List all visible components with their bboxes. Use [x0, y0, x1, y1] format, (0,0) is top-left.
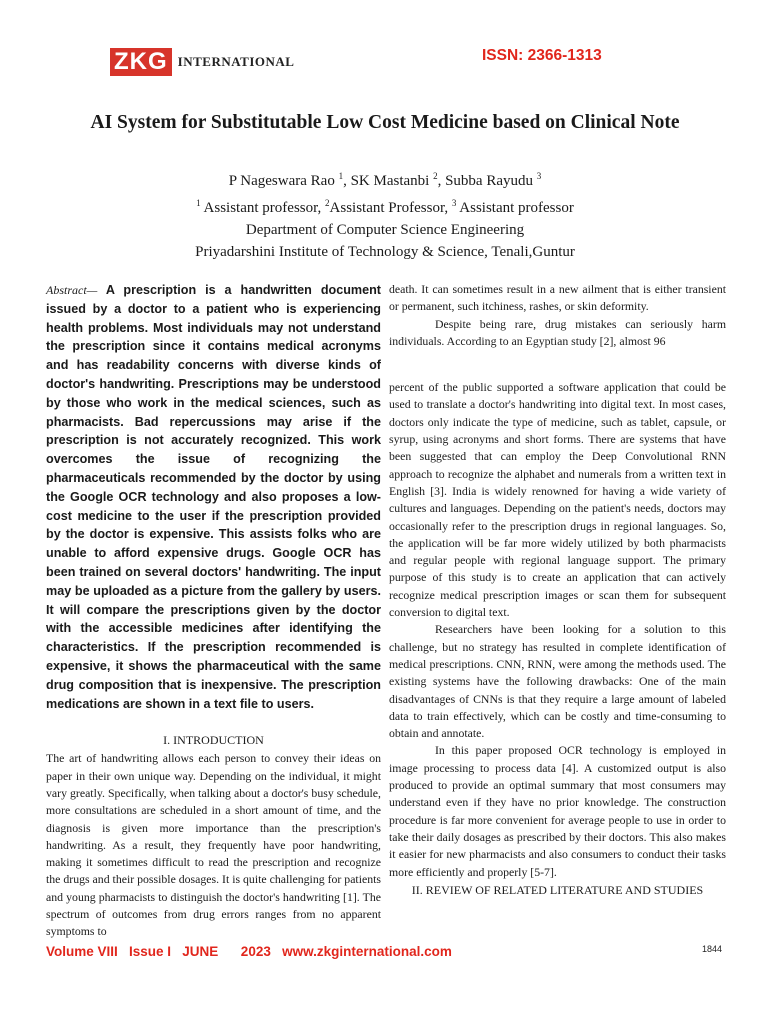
right-column	[389, 281, 726, 898]
right-paragraph-3: percent of the public supported a software application that could be used to translate a doctor's handwriting into digital text. In most cases, doctors only indicate the type of medicine, such as tablet, capsule, or syrup, using acronyms and short forms. There are systems that have been suggested that can employ the Deep Convolutional RNN approach to recognize the alphabet and numerals from a written text in English [3]. India is widely renowned for having a wide variety of cultures and languages. Depending on the patient's needs, doctors may occasionally refer to the prescription drugs in regional languages. So, the application will be far more widely utilized by both pharmacists and regular people with regional language support. The primary purpose of this study is to create an application that can actively recognize medical prescription images or scan them for subsequent conversion to digital text.	[389, 380, 726, 620]
abstract-lead: Abstract—	[46, 283, 98, 297]
abstract	[46, 281, 381, 713]
journal-logo	[110, 48, 294, 76]
abstract-text: A prescription is a handwritten document issued by a doctor to a patient who is experiencing health problems. Most individuals may not understand the prescription since it contains medical acronyms and has readability concerns with diverse kinds of doctor's handwriting. Prescriptions may be understood by those who work in the medical sciences, such as pharmacists. Bad repercussions may arise if the prescription is not accurately recognized. This work overcomes the issue of recognizing the pharmaceuticals recommended by the doctor by using the Google OCR technology and also proposes a low-cost medicine to the user if the prescription provided by the doctor is expensive. This assists folks who are unable to afford expensive drugs. Google OCR has been trained on several doctors' handwriting. The input may be uploaded as a picture from the gallery by users. It will compare the prescriptions given by the doctor with the accessible medicines after identifying the characteristics. If the prescription recommended is expensive, it shows the pharmaceutical with the same drug composition that is inexpensive. The prescription medications are shown in a text file to users.	[46, 283, 381, 711]
institute: Priyadarshini Institute of Technology & Science, Tenali,Guntur	[195, 244, 575, 260]
right-paragraph-1: death. It can sometimes result in a new ailment that is either transient or permanent, such itchiness, rashes, or skin deformity.	[389, 282, 726, 314]
logo-mark: ZKG	[110, 48, 172, 76]
department: Department of Computer Science Engineering	[245, 222, 525, 238]
page-number: 1844	[702, 944, 723, 954]
paper-title: AI System for Substitutable Low Cost Medicine based on Clinical Note	[90, 112, 680, 133]
left-column	[46, 281, 381, 941]
right-paragraph-4: Researchers have been looking for a solution to this challenge, but no strategy has resulted in complete identification of medical prescriptions. CNN, RNN, were among the methods used. The existing systems have the following drawbacks: One of the main disadvantages of CNNs is that they require a large amount of labeled data to train effectively, which can be costly and time-consuming to obtain and annotate.	[389, 622, 726, 741]
introduction-heading: I. INTRODUCTION	[163, 733, 264, 748]
right-paragraph-2: Despite being rare, drug mistakes can seriously harm individuals. According to an Egyptian study [2], almost 96	[389, 316, 726, 348]
author-block	[0, 165, 770, 263]
right-paragraph-5: In this paper proposed OCR technology is employed in image processing to process data [4]. A customized output is also produced to provide an optimal summary that most consumers may understand even if they have no prior knowledge. The construction procedure is far more convenient for average people to use in order to take their daily dosages as prescribed by their doctors. This also makes it easier for new pharmacists and also consumers to conduct their tasks more efficiently and properly [5-7].	[389, 743, 726, 879]
intro-paragraph: The art of handwriting allows each person to convey their ideas on paper in their own unique way. Depending on the individual, it might vary greatly. Specifically, when talking about a doctor's busy schedule, more consultations are scheduled in a short amount of time, and the diagnosis is given more importance than the prescription's handwriting. As a result, they frequently have poor handwriting, making it sometimes difficult to read the prescription and recognize the drugs and their possible dosages. It is quite challenging for patients and young pharmacists to distinguish the doctor's handwriting [1]. The spectrum of outcomes from drug errors ranges from no apparent symptoms to	[46, 751, 381, 939]
review-heading: II. REVIEW OF RELATED LITERATURE AND STUDIES	[411, 882, 704, 897]
footer-volume: Volume VIII Issue I JUNE 2023 www.zkginternational.com	[46, 944, 452, 959]
author-names: P Nageswara Rao $^1$, SK Mastanbi $^2$, Subba Rayudu $^3$	[228, 171, 542, 189]
author-affiliation: $^1$ Assistant professor, $^2$Assistant Professor, $^3$ Assistant professor	[196, 198, 574, 216]
issn-label: ISSN: 2366-1313	[482, 47, 602, 64]
logo-text: INTERNATIONAL	[177, 54, 295, 69]
